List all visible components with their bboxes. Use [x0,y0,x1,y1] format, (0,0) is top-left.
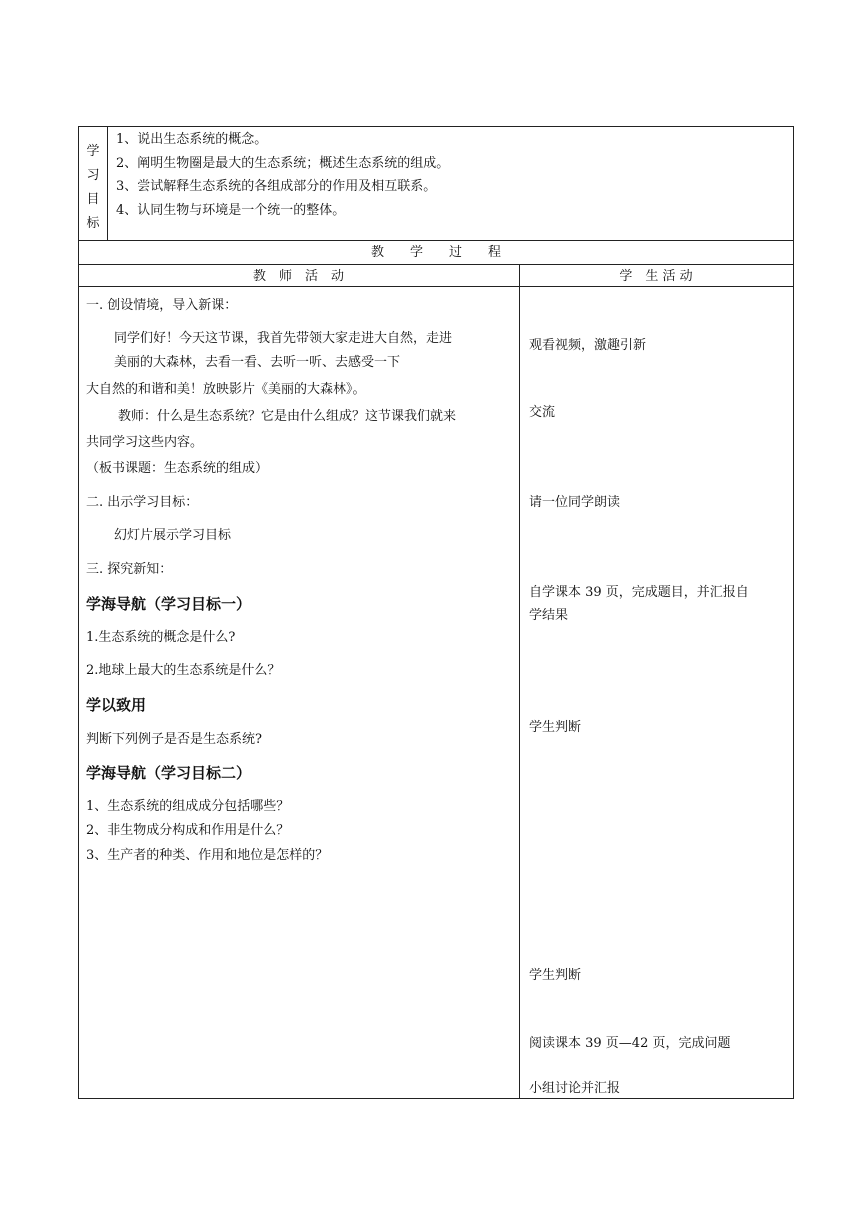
objectives-label-char: 标 [86,216,100,231]
table-bottom-border [78,1098,794,1099]
objectives-bottom-border [78,240,794,241]
student-activity: 学生判断 [529,968,582,983]
section-2-text: 幻灯片展示学习目标 [114,528,232,543]
student-activity: 交流 [529,405,556,420]
teacher-column-header: 教 师 活 动 [252,269,344,284]
table-right-border [793,126,794,1099]
objectives-label-char: 学 [86,144,100,159]
question-item: 1.生态系统的概念是什么? [86,630,236,645]
process-header: 教 学 过 程 [370,245,501,260]
section-2-title: 二. 出示学习目标： [86,495,199,510]
objective-item: 2、阐明生物圈是最大的生态系统；概述生态系统的组成。 [116,156,450,171]
section-1-note: （板书课题：生态系统的组成） [86,461,269,476]
student-activity: 学生判断 [529,720,582,735]
objectives-label-char: 目 [86,192,100,207]
question-item: 2.地球上最大的生态系统是什么？ [86,663,281,678]
objectives-label-char: 习 [86,168,100,183]
section-1-paragraph-line: 美丽的大森林，去看一看、去听一听、去感受一下 [114,355,401,370]
student-activity: 自学课本 39 页，完成题目，并汇报自 [529,585,749,600]
student-activity: 阅读课本 39 页—42 页，完成问题 [529,1036,731,1051]
student-activity: 学结果 [529,608,569,623]
guide-heading-1: 学海导航（学习目标一） [86,595,252,613]
section-1-paragraph-line: 共同学习这些内容。 [86,435,204,450]
objectives-label [79,140,107,236]
table-top-border [78,126,794,127]
process-header-bottom-border [78,264,794,265]
question-item: 2、非生物成分构成和作用是什么？ [86,823,290,838]
objective-item: 1、说出生态系统的概念。 [116,132,268,147]
objective-item: 3、尝试解释生态系统的各组成部分的作用及相互联系。 [116,179,437,194]
columns-header-bottom-border [78,286,794,287]
objectives-label-divider [107,126,108,240]
question-item: 判断下列例子是否是生态系统? [86,732,262,747]
section-1-paragraph-line: 教师：什么是生态系统？它是由什么组成？这节课我们就来 [118,409,457,424]
student-column-header: 学 生 活 动 [619,269,693,284]
objective-item: 4、认同生物与环境是一个统一的整体。 [116,203,346,218]
question-item: 3、生产者的种类、作用和地位是怎样的？ [86,848,329,863]
section-1-title: 一. 创设情境，导入新课： [86,298,238,313]
apply-heading: 学以致用 [86,696,147,714]
section-3-title: 三. 探究新知： [86,562,173,577]
section-1-paragraph-line: 大自然的和谐和美！放映影片《美丽的大森林》。 [86,382,366,397]
section-1-paragraph-line: 同学们好！今天这节课，我首先带领大家走进大自然，走进 [114,331,453,346]
student-activity: 请一位同学朗读 [529,495,621,510]
student-activity: 观看视频，激趣引新 [529,338,647,353]
guide-heading-2: 学海导航（学习目标二） [86,764,252,782]
question-item: 1、生态系统的组成成分包括哪些？ [86,799,290,814]
student-activity: 小组讨论并汇报 [529,1081,621,1096]
column-divider [519,264,520,1098]
